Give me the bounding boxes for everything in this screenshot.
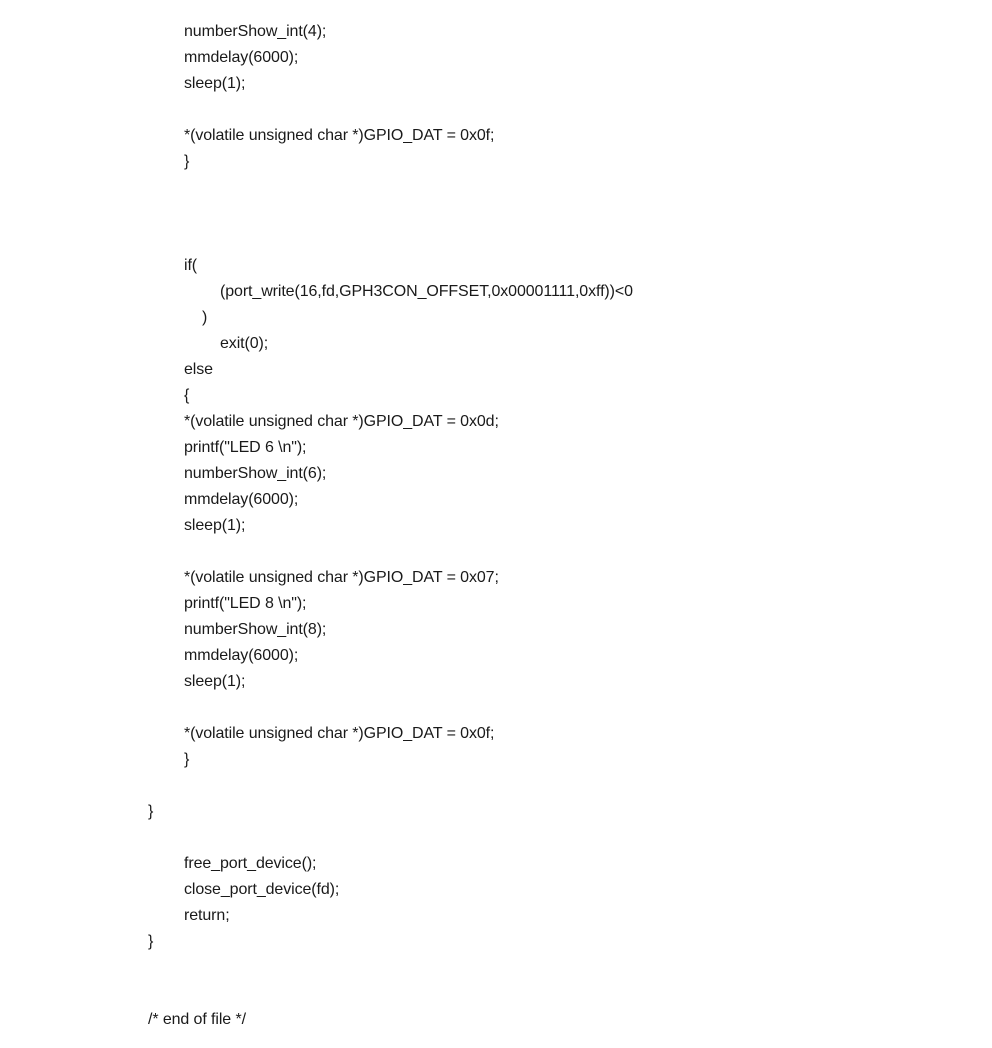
code-line-printf-led6: printf("LED 6 \n"); [184,439,307,456]
end-of-file-comment: /* end of file */ [148,1011,246,1028]
code-line-show-4: numberShow_int(4); [184,23,327,40]
code-line-function-close-brace: } [148,933,154,950]
code-line-gpio-07: *(volatile unsigned char *)GPIO_DAT = 0x07; [184,569,499,586]
code-line-close-port: close_port_device(fd); [184,881,340,898]
code-line-open-brace: { [184,387,190,404]
code-line-free-port: free_port_device(); [184,855,317,872]
code-line-return: return; [184,907,230,924]
code-line-close-paren: ) [202,309,208,326]
code-line-delay: mmdelay(6000); [184,491,299,508]
code-line-show-6: numberShow_int(6); [184,465,327,482]
code-line-close-brace: } [184,153,190,170]
code-line-printf-led8: printf("LED 8 \n"); [184,595,307,612]
code-line-port-write: (port_write(16,fd,GPH3CON_OFFSET,0x00001111,0xff))<0 [220,283,633,300]
code-line-sleep: sleep(1); [184,517,246,534]
code-line-close-brace: } [184,751,190,768]
code-line-delay: mmdelay(6000); [184,647,299,664]
code-line-gpio-0f: *(volatile unsigned char *)GPIO_DAT = 0x0f; [184,725,495,742]
code-line-outer-close-brace: } [148,803,154,820]
code-line-sleep: sleep(1); [184,673,246,690]
code-line-gpio-0f: *(volatile unsigned char *)GPIO_DAT = 0x0f; [184,127,495,144]
code-line-sleep: sleep(1); [184,75,246,92]
code-line-else: else [184,361,213,378]
code-line-exit: exit(0); [220,335,269,352]
code-line-show-8: numberShow_int(8); [184,621,327,638]
code-line-delay: mmdelay(6000); [184,49,299,66]
code-line-if: if( [184,257,198,274]
code-line-gpio-0d: *(volatile unsigned char *)GPIO_DAT = 0x0d; [184,413,499,430]
